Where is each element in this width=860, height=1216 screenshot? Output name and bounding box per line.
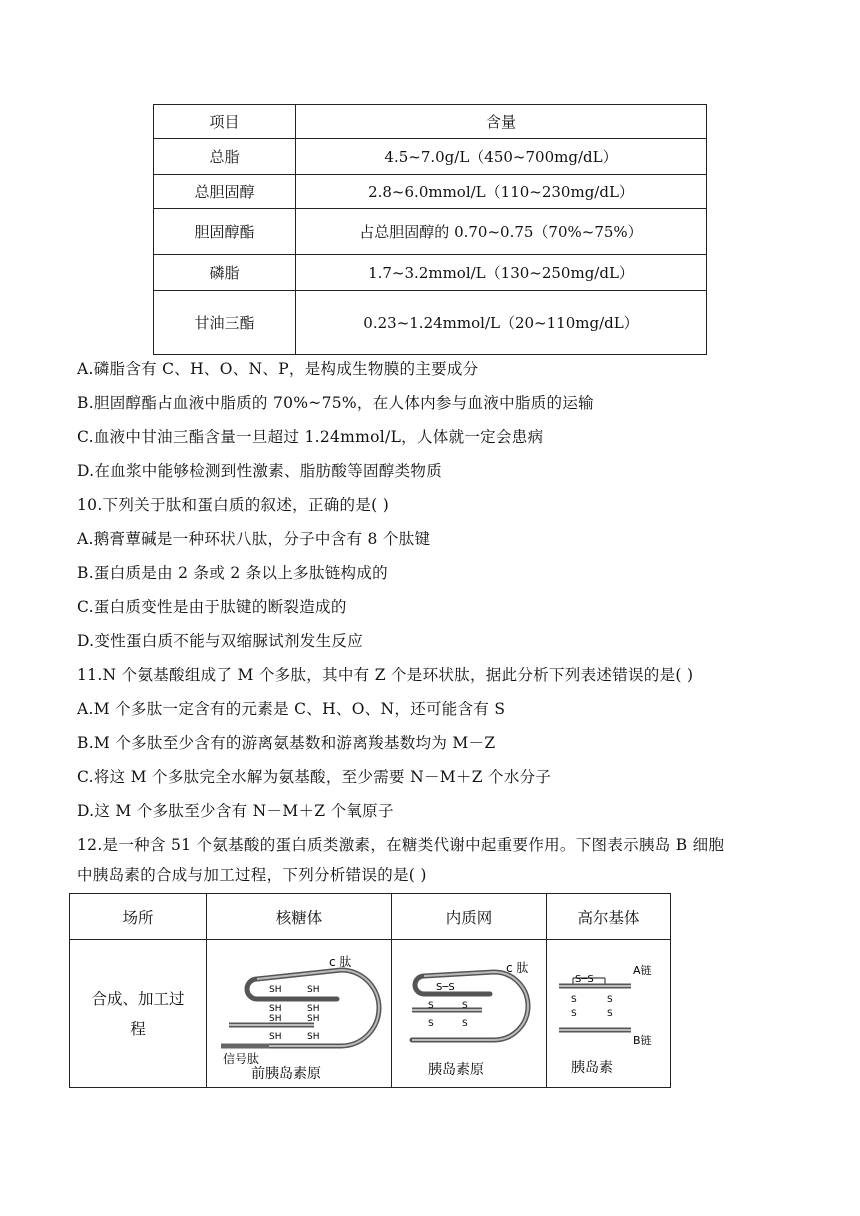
- option-10c: C.蛋白质变性是由于肽键的断裂造成的: [77, 598, 347, 616]
- question-12: 12.是一种含 51 个氨基酸的蛋白质类激素，在糖类代谢中起重要作用。下图表示胰岛 B 细胞: [77, 836, 725, 854]
- question-12-cont: 中胰岛素的合成与加工过程，下列分析错误的是( ): [77, 866, 427, 884]
- s-label: S: [570, 994, 577, 1005]
- option-9c: C.血液中甘油三酯含量一旦超过 1.24mmol/L，人体就一定会患病: [77, 428, 544, 446]
- insulin-diagram: [549, 944, 669, 1084]
- table-cell: 总脂: [154, 139, 296, 175]
- table-cell: 2.8~6.0mmol/L（110~230mg/dL）: [296, 175, 707, 209]
- option-9a: A.磷脂含有 C、H、O、N、P，是构成生物膜的主要成分: [77, 360, 479, 378]
- sh-label: SH: [307, 984, 320, 995]
- table-cell: 胆固醇酯: [154, 209, 296, 255]
- table-cell: 1.7~3.2mmol/L（130~250mg/dL）: [296, 255, 707, 291]
- option-10d: D.变性蛋白质不能与双缩脲试剂发生反应: [77, 632, 364, 650]
- option-10a: A.鹅膏蕈碱是一种环状八肽，分子中含有 8 个肽键: [77, 530, 431, 548]
- sh-label: SH: [269, 1013, 282, 1024]
- sh-label: SH: [269, 984, 282, 995]
- option-10b: B.蛋白质是由 2 条或 2 条以上多肽链构成的: [77, 564, 388, 582]
- sh-label: SH: [307, 1031, 320, 1042]
- s-label: S: [462, 1000, 468, 1011]
- option-11b: B.M 个多肽至少含有的游离氨基数和游离羧基数均为 M－Z: [77, 734, 496, 752]
- table-header-cell: 场所: [70, 894, 207, 940]
- row-label-line-1: 合成、加工过: [91, 989, 185, 1008]
- sh-label: SH: [269, 1031, 282, 1042]
- question-11: 11.N 个氨基酸组成了 M 个多肽，其中有 Z 个是环状肽，据此分析下列表述错误的是( ): [77, 666, 694, 684]
- golgi-cell: [547, 940, 671, 1088]
- sh-label: SH: [307, 1003, 320, 1014]
- table-header-cell: 内质网: [392, 894, 547, 940]
- c-peptide-loop: [229, 970, 379, 1046]
- b-chain-label: B链: [632, 1033, 652, 1047]
- table-row: [154, 175, 707, 209]
- s-label: S: [606, 994, 613, 1005]
- insulin-caption: 胰岛素: [570, 1059, 613, 1076]
- table-header-cell: 含量: [296, 105, 707, 139]
- option-11a: A.M 个多肽一定含有的元素是 C、H、O、N，还可能含有 S: [77, 700, 506, 718]
- table-cell: 占总胆固醇的 0.70~0.75（70%~75%）: [296, 209, 707, 255]
- table-header-cell: 核糖体: [207, 894, 392, 940]
- table-row: [154, 209, 707, 255]
- option-9b: B.胆固醇酯占血液中脂质的 70%~75%，在人体内参与血液中脂质的运输: [77, 394, 594, 412]
- s-label: S: [462, 1018, 468, 1029]
- disulfide-label: S─S: [574, 973, 594, 985]
- s-label: S: [428, 1000, 434, 1011]
- table-header-cell: 项目: [154, 105, 296, 139]
- sh-label: SH: [269, 1003, 282, 1014]
- insulin-process-table: [69, 893, 671, 1088]
- table-cell: 4.5~7.0g/L（450~700mg/dL）: [296, 139, 707, 175]
- table-cell: 0.23~1.24mmol/L（20~110mg/dL）: [296, 291, 707, 355]
- er-cell: [392, 940, 547, 1088]
- question-10: 10.下列关于肽和蛋白质的叙述，正确的是( ): [77, 496, 390, 514]
- table-cell: 甘油三酯: [154, 291, 296, 355]
- lipid-table: [153, 104, 707, 355]
- preproinsulin-diagram: [209, 944, 389, 1084]
- table-row: [154, 255, 707, 291]
- option-11d: D.这 M 个多肽至少含有 N－M＋Z 个氧原子: [77, 802, 394, 820]
- table-header-row: [154, 105, 707, 139]
- option-9d: D.在血浆中能够检测到性激素、脂肪酸等固醇类物质: [77, 462, 443, 480]
- option-11c: C.将这 M 个多肽完全水解为氨基酸，至少需要 N－M＋Z 个水分子: [77, 768, 552, 786]
- table-row: [154, 139, 707, 175]
- proinsulin-diagram: [394, 944, 544, 1084]
- proinsulin-caption: 胰岛素原: [428, 1061, 484, 1078]
- table-header-cell: 高尔基体: [547, 894, 671, 940]
- s-label: S: [428, 1018, 434, 1029]
- ribosome-cell: [207, 940, 392, 1088]
- table-header-row: [70, 894, 671, 940]
- table-row: [154, 291, 707, 355]
- s-label: S: [570, 1008, 577, 1019]
- table-cell: 总胆固醇: [154, 175, 296, 209]
- row-label-line-2: 程: [130, 1019, 146, 1038]
- c-peptide-label: c 肽: [329, 954, 352, 969]
- a-chain-label: A链: [632, 963, 652, 977]
- table-cell: 磷脂: [154, 255, 296, 291]
- signal-peptide-label: 信号肽: [223, 1051, 260, 1066]
- c-peptide-label: c 肽: [506, 960, 529, 975]
- preproinsulin-caption: 前胰岛素原: [251, 1065, 321, 1082]
- disulfide-label: S─S: [436, 981, 455, 993]
- row-label-cell: [70, 940, 207, 1088]
- table-row: [70, 940, 671, 1088]
- s-label: S: [606, 1008, 613, 1019]
- sh-label: SH: [307, 1013, 320, 1024]
